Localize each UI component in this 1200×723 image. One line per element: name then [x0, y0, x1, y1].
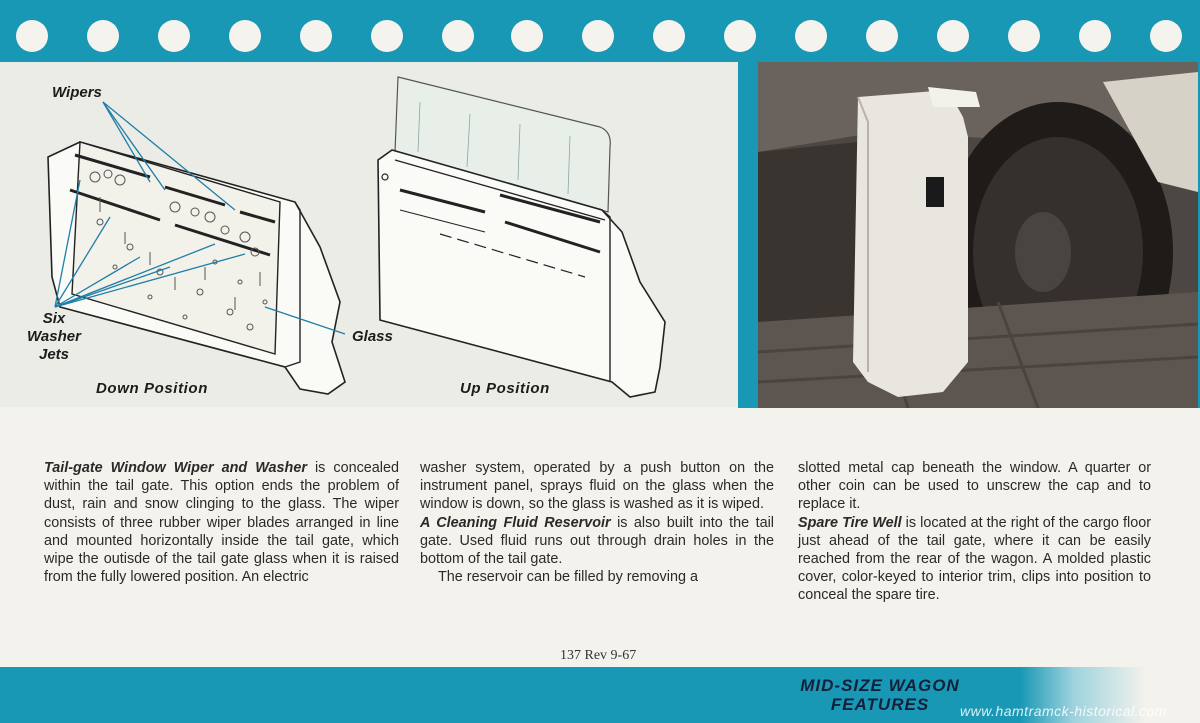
binder-hole — [16, 20, 48, 52]
binder-hole — [87, 20, 119, 52]
paragraph-text: washer system, operated by a push button on the instrument panel, sprays fluid on the glass when the window is down, so the glass is washed as it is wiped. — [420, 460, 774, 513]
paragraph-text: slotted metal cap beneath the window. A quarter or other coin can be used to unscrew the cap and to replace it. — [798, 460, 1151, 513]
tailgate-up-illustration — [378, 77, 665, 397]
binder-hole — [795, 20, 827, 52]
six-washer-jets-label — [14, 310, 94, 364]
tailgate-diagram — [0, 62, 738, 407]
section-title-line: FEATURES — [830, 695, 930, 714]
wipers-label: Wipers — [52, 84, 102, 101]
tailgate-wiper-heading: Tail-gate Window Wiper and Washer — [44, 460, 307, 476]
label-line: Six — [42, 310, 66, 327]
binder-hole — [158, 20, 190, 52]
label-line: Jets — [38, 346, 70, 363]
section-title-line: MID-SIZE WAGON — [800, 676, 960, 695]
text-column-3 — [798, 459, 1151, 605]
binder-hole — [866, 20, 898, 52]
binder-hole — [229, 20, 261, 52]
binder-hole — [724, 20, 756, 52]
paragraph-text: is located at the right of the cargo floor just ahead of the tail gate, where it can be easily reached from the rear of the wagon. A molded plastic cover, color-keyed to interior trim, clips into position to conceal the spare tire. — [798, 514, 1151, 604]
binder-hole — [1079, 20, 1111, 52]
binder-hole — [1150, 20, 1182, 52]
paragraph-text: is concealed within the tail gate. This option ends the problem of dust, rain and snow clinging to the glass. The wiper consists of three rubber wiper blades arranged in line and mounted horizontally inside the tail gate, which wipe the outisde of the tail gate glass when it is raised from the fully lowered position. An electric — [44, 460, 399, 586]
text-column-2 — [420, 459, 774, 586]
watermark: www.hamtramck-historical.com — [960, 703, 1167, 719]
binder-hole — [937, 20, 969, 52]
binder-hole — [300, 20, 332, 52]
binder-hole — [511, 20, 543, 52]
glass-label: Glass — [352, 328, 393, 345]
panel-divider — [738, 62, 758, 408]
binder-hole — [582, 20, 614, 52]
binder-hole — [371, 20, 403, 52]
spare-tire-well-photo — [758, 62, 1198, 408]
up-position-caption: Up Position — [460, 380, 550, 397]
diagram-panel — [0, 62, 738, 407]
top-band — [0, 0, 1200, 62]
binder-hole — [653, 20, 685, 52]
fluid-reservoir-heading: A Cleaning Fluid Reservoir — [420, 514, 611, 531]
binder-hole — [1008, 20, 1040, 52]
paragraph-text: is also built into the tail gate. Used fluid runs out through drain holes in the bottom of the tail gate. — [420, 514, 774, 568]
spare-tire-photo-frame — [758, 62, 1200, 408]
text-column-1 — [44, 459, 399, 586]
spare-tire-well-heading: Spare Tire Well — [798, 514, 902, 531]
page-number: 137 Rev 9-67 — [560, 648, 637, 663]
binder-hole — [442, 20, 474, 52]
label-line: Washer — [27, 328, 81, 345]
down-position-caption: Down Position — [96, 380, 208, 397]
paragraph-text: The reservoir can be filled by removing a — [438, 569, 698, 586]
